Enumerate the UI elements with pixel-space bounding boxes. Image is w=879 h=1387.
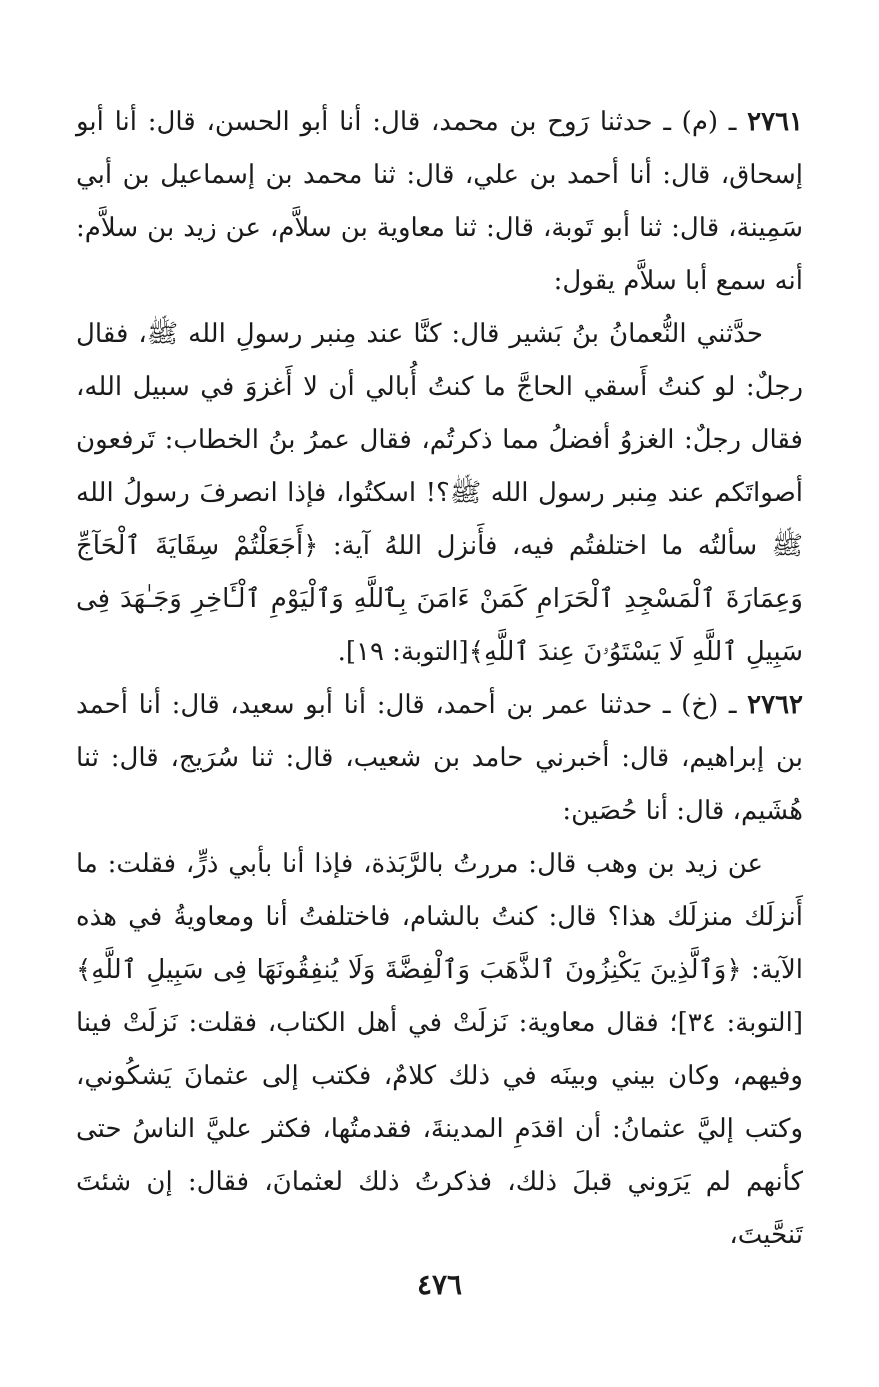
page-number: ٤٧٦ <box>416 1268 463 1301</box>
hadith-2761-chain <box>76 96 803 308</box>
hadith-number: ٢٧٦٢ <box>747 690 803 720</box>
chain-text: ـ (م) ـ حدثنا رَوح بن محمد، قال: أنا أبو الحسن، قال: أنا أبو إسحاق، قال: أنا أحمد بن علي، قال: ثنا محمد بن إسماعيل بن أبي سَمِينة، قال: ثنا أبو تَوبة، قال: ثنا معاوية بن سلاَّم، عن زيد بن سلاَّم: أنه سمع أبا سلاَّم يقول: <box>76 107 803 296</box>
verse-reference: [التوبة: ٣٤] <box>677 1008 803 1038</box>
hadith-2761-body <box>76 308 803 679</box>
hadith-number: ٢٧٦١ <box>747 107 803 137</box>
hadith-2762-body <box>76 838 803 1262</box>
body-text: عن زيد بن وهب قال: مررتُ بالرَّبَذة، فإذا أنا بأبي ذرٍّ، فقلت: ما أَنزلَك منزلَك هذا؟ قال: كنتُ بالشام، فاختلفتُ أنا ومعاويةُ في هذه الآية: <box>76 849 803 985</box>
main-text <box>76 96 803 1262</box>
body-text: حدَّثني النُّعمانُ بنُ بَشير قال: كنَّا عند مِنبر رسولِ الله ﷺ، فقال رجلٌ: لو كنتُ أَسقي الحاجَّ ما كنتُ أُبالي أن لا أَغزوَ في سبيل الله، فقال رجلٌ: الغزوُ أفضلُ مما ذكرتُم، فقال عمرُ بنُ الخطاب: تَرفعون أصواتَكم عند مِنبر رسول الله ﷺ؟! اسكتُوا، فإذا انصرفَ رسولُ الله ﷺ سألتُه ما اختلفتُم فيه، فأَنزل اللهُ آية: <box>76 319 803 561</box>
chain-text: ـ (خ) ـ حدثنا عمر بن أحمد، قال: أنا أبو سعيد، قال: أنا أحمد بن إبراهيم، قال: أخبرني حامد بن شعيب، قال: ثنا سُرَيج، قال: ثنا هُشَيم، قال: أنا حُصَين: <box>76 690 803 826</box>
body-text-continued: ؛ فقال معاوية: نَزلَتْ في أهل الكتاب، فقلت: نَزلَتْ فينا وفيهم، وكان بيني وبينَه في ذلك كلامٌ، فكتب إلى عثمانَ يَشكُوني، وكتب إليَّ عثمانُ: أن اقدَمِ المدينةَ، فقدمتُها، فكثر عليَّ الناسُ حتى كأنهم لم يَرَوني قبلَ ذلك، فذكرتُ ذلك لعثمانَ، فقال: إن شئتَ تَنحَّيتَ، <box>76 1008 803 1250</box>
quran-verse: ﴿وَٱلَّذِينَ يَكْنِزُونَ ٱلذَّهَبَ وَٱلْفِضَّةَ وَلَا يُنفِقُونَهَا فِى سَبِيلِ ٱللَّهِ﴾ <box>76 955 742 985</box>
hadith-2762-chain <box>76 679 803 838</box>
verse-reference: [التوبة: ١٩]. <box>337 637 469 667</box>
quran-verse: ﴿أَجَعَلْتُمْ سِقَايَةَ ٱلْحَآجِّ وَعِمَارَةَ ٱلْمَسْجِدِ ٱلْحَرَامِ كَمَنْ ءَامَنَ بِٱللَّهِ وَٱلْيَوْمِ ٱلْـَٔاخِرِ وَجَـٰهَدَ فِى سَبِيلِ ٱللَّهِ لَا يَسْتَوُۥنَ عِندَ ٱللَّهِ﴾ <box>76 531 803 667</box>
